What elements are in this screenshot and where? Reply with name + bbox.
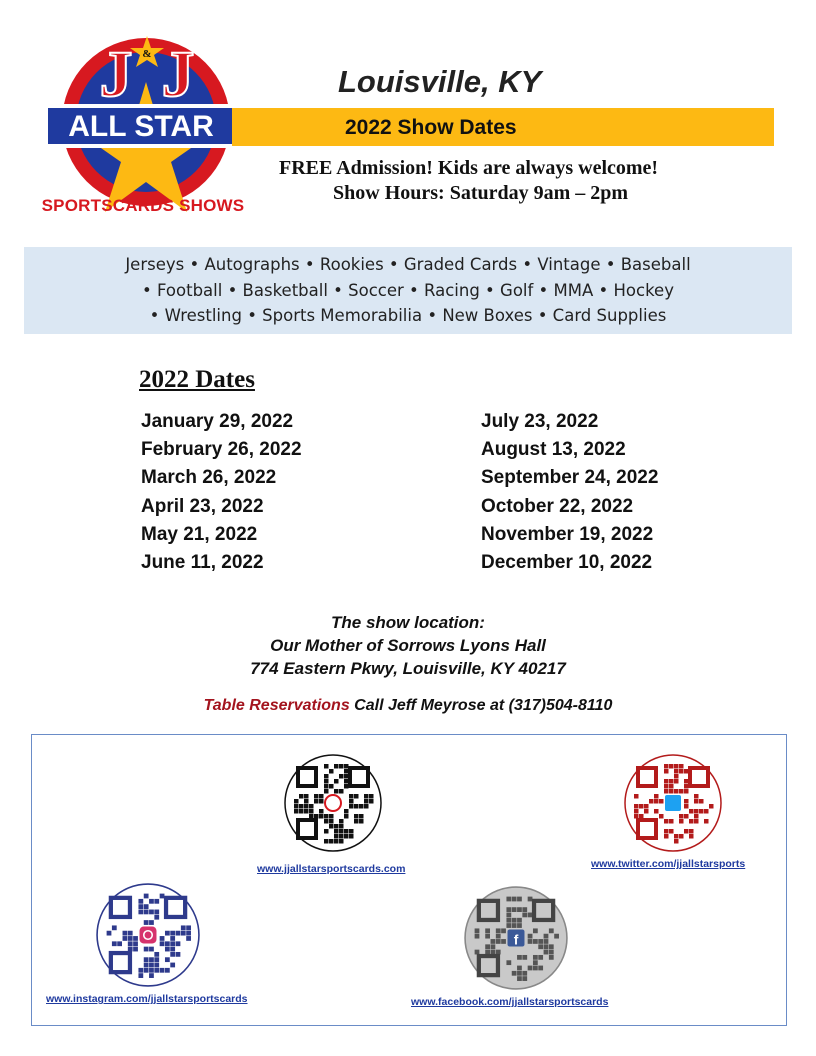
- location-label: The show location:: [331, 613, 485, 632]
- date-item: April 23, 2022: [141, 496, 264, 517]
- category-line: • Football • Basketball • Soccer • Racing • Golf • MMA • Hockey: [142, 281, 674, 300]
- hours-text: Show Hours: Saturday 9am – 2pm: [333, 182, 629, 204]
- twitter-icon: [665, 795, 681, 811]
- date-item: March 26, 2022: [141, 467, 277, 488]
- reservations-line: [0, 697, 816, 715]
- instagram-icon: [140, 927, 157, 944]
- date-item: February 26, 2022: [141, 439, 302, 460]
- date-item: June 11, 2022: [141, 552, 264, 573]
- svg-text:&: &: [142, 48, 152, 60]
- date-item: September 24, 2022: [481, 467, 659, 488]
- date-item: December 10, 2022: [481, 552, 653, 573]
- category-line: Jerseys • Autographs • Rookies • Graded Cards • Vintage • Baseball: [125, 255, 691, 274]
- jj-all-star-logo: [28, 24, 260, 224]
- date-item: May 21, 2022: [141, 524, 258, 545]
- date-item: July 23, 2022: [481, 411, 599, 432]
- jj-logo-icon: [325, 795, 341, 811]
- reservations-label: Table Reservations: [203, 697, 350, 714]
- city-title: Louisville, KY: [338, 64, 542, 99]
- date-item: November 19, 2022: [481, 524, 654, 545]
- category-line: • Wrestling • Sports Memorabilia • New Boxes • Card Supplies: [149, 306, 667, 325]
- show-dates-title: 2022 Show Dates: [345, 116, 517, 139]
- dates-heading: 2022 Dates: [139, 366, 255, 393]
- website-link[interactable]: www.jjallstarsportscards.com: [257, 863, 406, 875]
- twitter-link[interactable]: www.twitter.com/jjallstarsports: [591, 858, 746, 870]
- date-item: August 13, 2022: [481, 439, 626, 460]
- reservations-contact: Call Jeff Meyrose at (317)504-8110: [349, 697, 613, 714]
- instagram-link[interactable]: www.instagram.com/jjallstarsportscards: [46, 993, 248, 1005]
- venue-address: 774 Eastern Pkwy, Louisville, KY 40217: [250, 659, 566, 678]
- categories-panel: [24, 247, 792, 334]
- admission-text: FREE Admission! Kids are always welcome!: [279, 157, 659, 179]
- instagram-qr-code[interactable]: [96, 883, 200, 987]
- svg-text:J: J: [99, 38, 133, 111]
- date-item: January 29, 2022: [141, 411, 294, 432]
- date-item: October 22, 2022: [481, 496, 634, 517]
- svg-text:J: J: [161, 38, 195, 111]
- website-qr-code[interactable]: [284, 754, 382, 852]
- facebook-link[interactable]: www.facebook.com/jjallstarsportscards: [411, 996, 609, 1008]
- facebook-qr-code[interactable]: [464, 886, 568, 990]
- svg-text:f: f: [513, 932, 519, 948]
- venue-name: Our Mother of Sorrows Lyons Hall: [270, 636, 546, 655]
- twitter-qr-code[interactable]: [624, 754, 722, 852]
- logo-tagline: SPORTSCARDS SHOWS: [41, 196, 245, 215]
- svg-text:ALL STAR: ALL STAR: [68, 110, 214, 143]
